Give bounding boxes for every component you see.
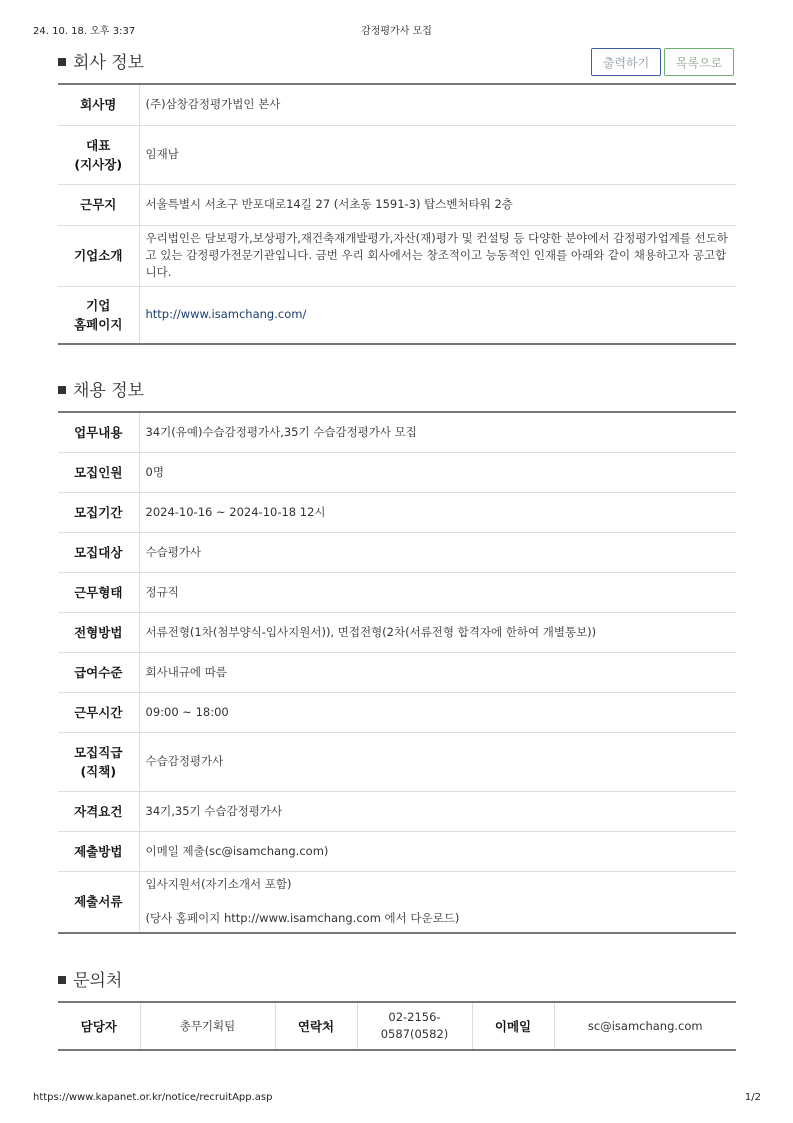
table-row (58, 225, 736, 286)
print-header-date: 24. 10. 18. 오후 3:37 (33, 26, 136, 37)
square-bullet-icon (58, 58, 66, 66)
row-label: 모집직급 (직책) (58, 732, 139, 791)
row-label: 대표 (지사장) (58, 125, 139, 184)
company-section-title (58, 48, 144, 73)
row-label: 제출방법 (58, 831, 139, 871)
contact-section-label: 문의처 (73, 971, 123, 991)
recruit-section-title (58, 376, 144, 401)
table-row (58, 492, 736, 532)
row-value: 34기,35기 수습감정평가사 (139, 791, 736, 831)
print-header-title: 감정평가사 모집 (361, 26, 432, 37)
row-value: 입사지원서(자기소개서 포함) (당사 홈페이지 http://www.isamchang.com 에서 다운로드) (145, 877, 460, 926)
manager-label: 담당자 (58, 1002, 140, 1050)
table-row (58, 532, 736, 572)
table-row (58, 452, 736, 492)
table-row (58, 871, 736, 933)
row-value: 이메일 제출(sc@isamchang.com) (139, 831, 736, 871)
row-value: 우리법인은 담보평가,보상평가,재건축재개발평가,자산(재)평가 및 컨설팅 등 다양한 분야에서 감정평가업계를 선도하고 있는 감정평가전문기관입니다. 금번 우리 회사에서는 창조적이고 능동적인 인재를 아래와 같이 채용하고자 공고합니다. (139, 225, 736, 286)
row-value: 34기(유예)수습감정평가사,35기 수습감정평가사 모집 (139, 412, 736, 452)
square-bullet-icon (58, 976, 66, 984)
table-row (58, 612, 736, 652)
table-row (58, 1002, 736, 1050)
row-value: 임재남 (139, 125, 736, 184)
homepage-link[interactable]: http://www.isamchang.com/ (145, 307, 307, 322)
row-label: 근무형태 (58, 572, 139, 612)
table-row (58, 184, 736, 225)
square-bullet-icon (58, 386, 66, 394)
row-value: 2024-10-16 ~ 2024-10-18 12시 (139, 492, 736, 532)
row-value: 수습평가사 (139, 532, 736, 572)
row-label: 기업 홈페이지 (58, 286, 139, 344)
recruit-section-label: 채용 정보 (73, 381, 145, 401)
row-label: 자격요건 (58, 791, 139, 831)
table-row (58, 125, 736, 184)
contact-section-title (58, 966, 122, 991)
row-label: 모집기간 (58, 492, 139, 532)
email-label: 이메일 (472, 1002, 554, 1050)
row-value: 회사내규에 따름 (139, 652, 736, 692)
row-label: 모집대상 (58, 532, 139, 572)
row-label: 근무시간 (58, 692, 139, 732)
row-label: 제출서류 (58, 871, 139, 933)
company-section-label: 회사 정보 (73, 53, 145, 73)
row-value (139, 286, 736, 344)
row-label: 회사명 (58, 84, 139, 125)
email-value: sc@isamchang.com (587, 1018, 703, 1033)
table-row (58, 84, 736, 125)
table-row (58, 791, 736, 831)
list-button[interactable]: 목록으로 (664, 48, 734, 76)
table-row (58, 692, 736, 732)
table-row (58, 652, 736, 692)
row-label: 전형방법 (58, 612, 139, 652)
company-info-table (58, 83, 736, 345)
phone-value: 02-2156- 0587(0582) (357, 1002, 472, 1050)
row-value: 수습감정평가사 (139, 732, 736, 791)
row-label: 급여수준 (58, 652, 139, 692)
row-label: 근무지 (58, 184, 139, 225)
phone-label: 연락처 (275, 1002, 357, 1050)
table-row (58, 831, 736, 871)
table-row (58, 412, 736, 452)
contact-table (58, 1001, 736, 1051)
print-footer-url: https://www.kapanet.or.kr/notice/recruitApp.asp (33, 1092, 273, 1103)
recruit-info-table (58, 411, 736, 934)
row-value: 서울특별시 서초구 반포대로14길 27 (서초동 1591-3) 탑스벤처타워 2층 (139, 184, 736, 225)
print-button[interactable]: 출력하기 (591, 48, 661, 76)
row-value: 정규직 (139, 572, 736, 612)
row-value: (주)삼창감정평가법인 본사 (139, 84, 736, 125)
row-label: 모집인원 (58, 452, 139, 492)
table-row (58, 286, 736, 344)
print-footer-page: 1/2 (744, 1092, 761, 1103)
manager-value: 총무기획팀 (140, 1002, 275, 1050)
table-row (58, 572, 736, 612)
table-row (58, 732, 736, 791)
row-value: 09:00 ~ 18:00 (139, 692, 736, 732)
row-label: 업무내용 (58, 412, 139, 452)
row-value: 0명 (139, 452, 736, 492)
row-label: 기업소개 (58, 225, 139, 286)
row-value: 서류전형(1차(첨부양식-입사지원서)), 면접전형(2차(서류전형 합격자에 한하여 개별통보)) (139, 612, 736, 652)
